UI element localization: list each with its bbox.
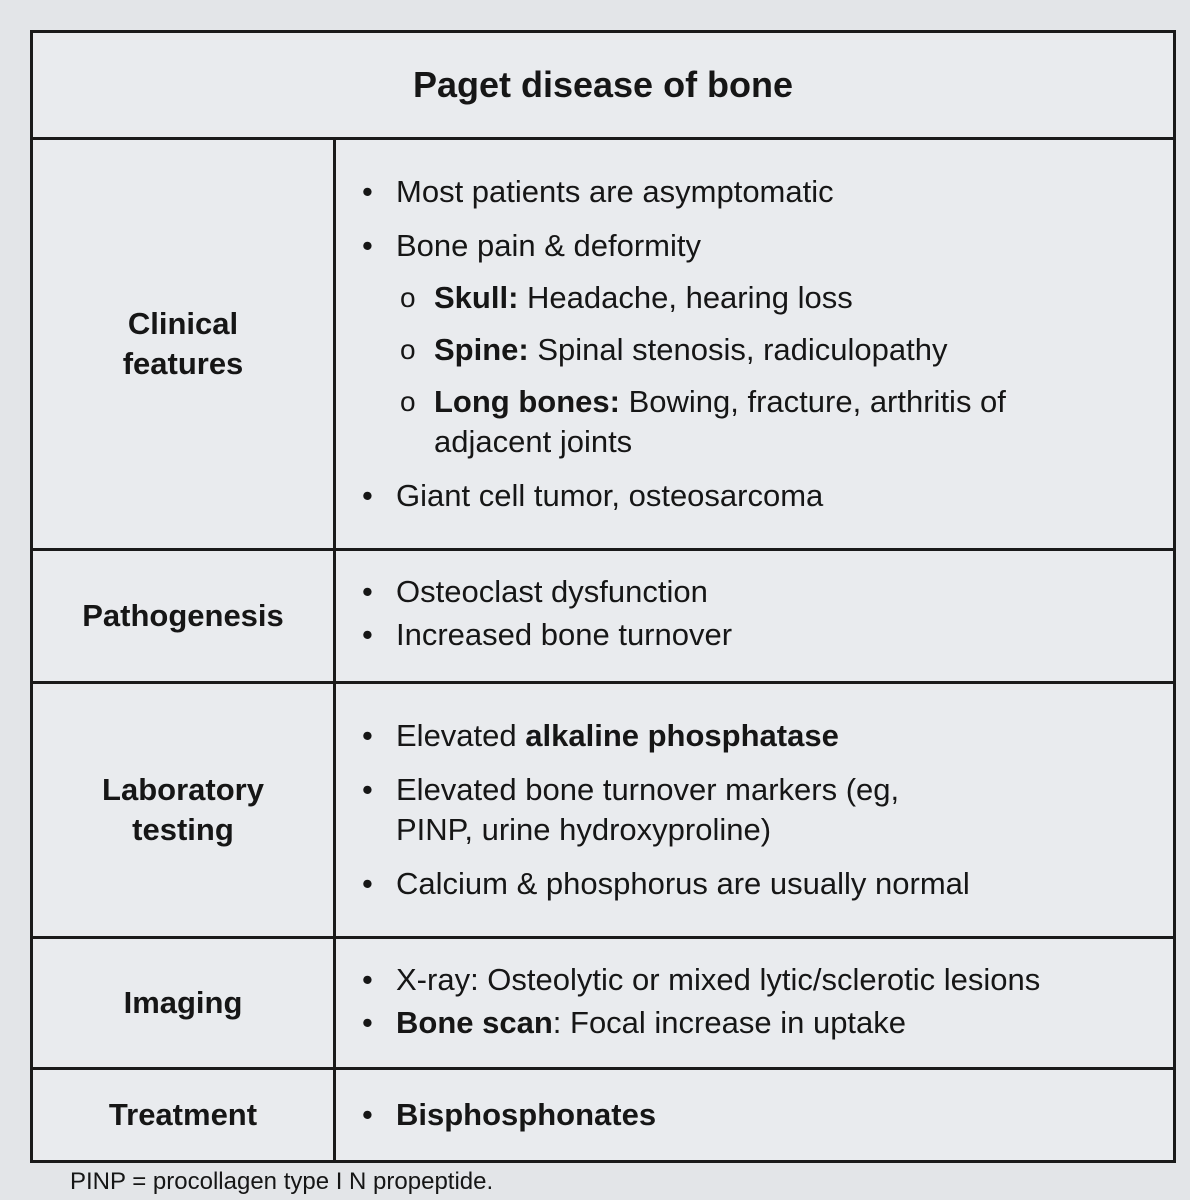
label-line: features [122, 346, 244, 381]
row-imaging [33, 939, 1173, 1070]
label-line: testing [132, 812, 234, 847]
list-item: • Calcium & phosphorus are usually normal [358, 864, 1153, 904]
row-clinical-features [33, 140, 1173, 551]
list-item [358, 1003, 1153, 1043]
item-bold: Bisphosphonates [396, 1097, 657, 1132]
item-bold: Skull: [434, 280, 519, 315]
table-title: Paget disease of bone [33, 33, 1173, 140]
list-item [358, 716, 1153, 756]
row-content [336, 684, 1173, 936]
list-item [358, 1095, 656, 1135]
row-content [336, 1070, 1173, 1160]
list-item: • Osteoclast dysfunction [358, 572, 1153, 612]
list-item [358, 226, 1153, 462]
item-text: Bone pain & deformity [396, 228, 702, 263]
list-item: • Most patients are asymptomatic [358, 172, 1153, 212]
row-content [336, 551, 1173, 681]
row-label [33, 140, 336, 548]
item-bold: Long bones: [434, 384, 620, 419]
sub-list-item [396, 382, 1054, 462]
item-text: Elevated [396, 718, 526, 753]
item-bold: alkaline phosphatase [525, 718, 839, 753]
paget-disease-table [30, 30, 1176, 1163]
list-item: • Giant cell tumor, osteosarcoma [358, 476, 1153, 516]
item-text: Bowing, fracture, arthritis of adjacent joints [434, 384, 1006, 459]
footnote: PINP = procollagen type I N propeptide. [70, 1168, 494, 1195]
row-treatment [33, 1070, 1173, 1160]
row-content [336, 140, 1173, 548]
item-text: : Focal increase in uptake [552, 1005, 907, 1040]
row-label [33, 684, 336, 936]
label-line: Laboratory [102, 772, 264, 807]
sub-list-item [396, 278, 1153, 318]
item-text: Headache, hearing loss [518, 280, 853, 315]
row-label: Treatment [33, 1070, 336, 1160]
row-content [336, 939, 1173, 1067]
row-label: Pathogenesis [33, 551, 336, 681]
list-item: • Increased bone turnover [358, 615, 1153, 655]
list-item: • Elevated bone turnover markers (eg, PINP, urine hydroxyproline) [358, 770, 916, 850]
row-pathogenesis [33, 551, 1173, 684]
list-item: • X-ray: Osteolytic or mixed lytic/sclerotic lesions [358, 960, 1153, 1000]
item-bold: Bone scan [396, 1005, 553, 1040]
row-laboratory-testing [33, 684, 1173, 939]
sub-list-item [396, 330, 1153, 370]
item-text: Spinal stenosis, radiculopathy [528, 332, 948, 367]
item-bold: Spine: [434, 332, 529, 367]
row-label: Imaging [33, 939, 336, 1067]
label-line: Clinical [127, 306, 239, 341]
